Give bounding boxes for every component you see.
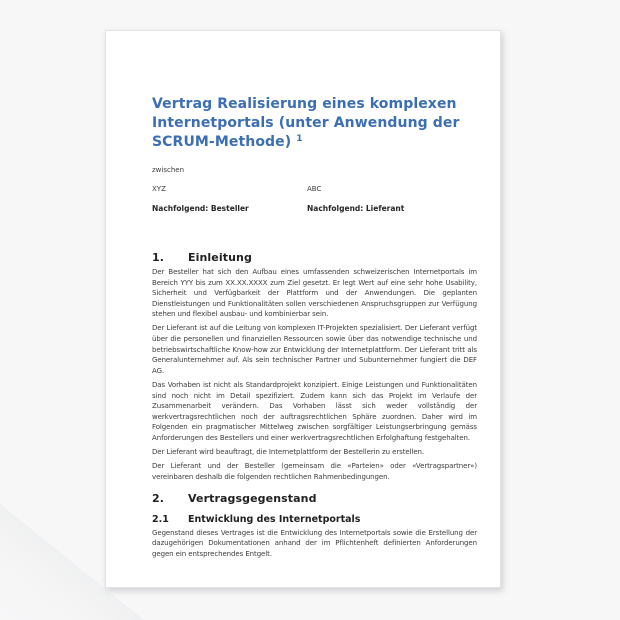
contract-document-page <box>105 30 501 588</box>
section-2-1-heading <box>152 514 477 525</box>
section-2-1-paragraph-1: Gegenstand dieses Vertrages ist die Entwicklung des Internetportals sowie die Erstellung der dazugehörigen Dokumentationen anhand der im Pflichtenheft definierten Anforderungen gegen ein entsprechendes Entgelt. <box>152 528 477 558</box>
party-designations-row <box>152 204 477 213</box>
party-names-row <box>152 185 477 193</box>
section-1-paragraph-2: Der Lieferant ist auf die Leitung von komplexen IT-Projekten spezialisiert. Der Lieferant verfügt über die personellen und finanziellen Ressourcen sowie über das notwendige technische und betriebswirtschaftliche Know-how zur Entwicklung der Internetplattform. Der Lieferant tritt als Generalunternehmer auf. Als sein technischer Partner und Subunternehmer fungiert die DEF AG. <box>152 324 477 375</box>
party-designation-lieferant: Nachfolgend: Lieferant <box>307 204 405 213</box>
section-1-heading <box>152 251 477 264</box>
section-2-1-title: Entwicklung des Internetportals <box>188 514 361 526</box>
section-1-title: Einleitung <box>188 251 252 264</box>
party-name-besteller: XYZ <box>152 185 166 193</box>
section-1-paragraph-3: Das Vorhaben ist nicht als Standardprojekt konzipiert. Einige Leistungen und Funktionalitäten sind noch nicht im Detail spezifiziert. Zudem kann sich das Projekt im Verlaufe der Zusammenarbeit verändern. Das Vorhaben lässt sich weder vollständig der werkvertragsrechtlichen noch der auftragsrechtlichen Sphäre zuordnen. Daher wird im Folgenden ein pragmatischer Mittelweg zwischen sorgfältiger Leistungserbringung gemäss Anforderungen des Bestellers und einer werkvertragsrechtlichen Erfolghaftung festgehalten. <box>152 380 477 442</box>
section-2-title: Vertragsgegenstand <box>188 492 317 506</box>
between-label: zwischen <box>152 166 185 174</box>
section-1-paragraph-4: Der Lieferant wird beauftragt, die Internetplattform der Bestellerin zu erstellen. <box>152 448 425 456</box>
party-designation-besteller: Nachfolgend: Besteller <box>152 204 249 213</box>
section-1-paragraph-5: Der Lieferant und der Besteller (gemeinsam die «Parteien» oder «Vertragspartner») vereinbaren deshalb die folgenden rechtlichen Rahmenbedingungen. <box>152 462 477 481</box>
section-1-number: 1. <box>152 251 165 264</box>
page-content <box>106 31 500 560</box>
party-name-lieferant: ABC <box>307 185 322 193</box>
title-footnote-reference: 1 <box>296 134 303 144</box>
section-2-heading <box>152 492 477 505</box>
document-title-text: Vertrag Realisierung eines komplexen Internetportals (unter Anwendung der SCRUM-Methode) <box>152 96 460 150</box>
section-2-1-number: 2.1 <box>152 514 169 526</box>
section-1-paragraph-1: Der Besteller hat sich den Aufbau eines umfassenden schweizerischen Internetportals im Bereich YYY bis zum XX.XX.XXXX zum Ziel gesetzt. Er legt Wert auf eine sehr hohe Usability, Sicherheit und Verfügbarkeit der Plattform und der Anwendungen. Die geplanten Dienstleistungen und Funktionalitäten sollen verschiedenen Anspruchsgruppen zur Verfügung stehen und flexibel ausbau- und kombinierbar sein. <box>152 268 477 319</box>
section-2-number: 2. <box>152 492 165 506</box>
document-title <box>152 95 477 152</box>
